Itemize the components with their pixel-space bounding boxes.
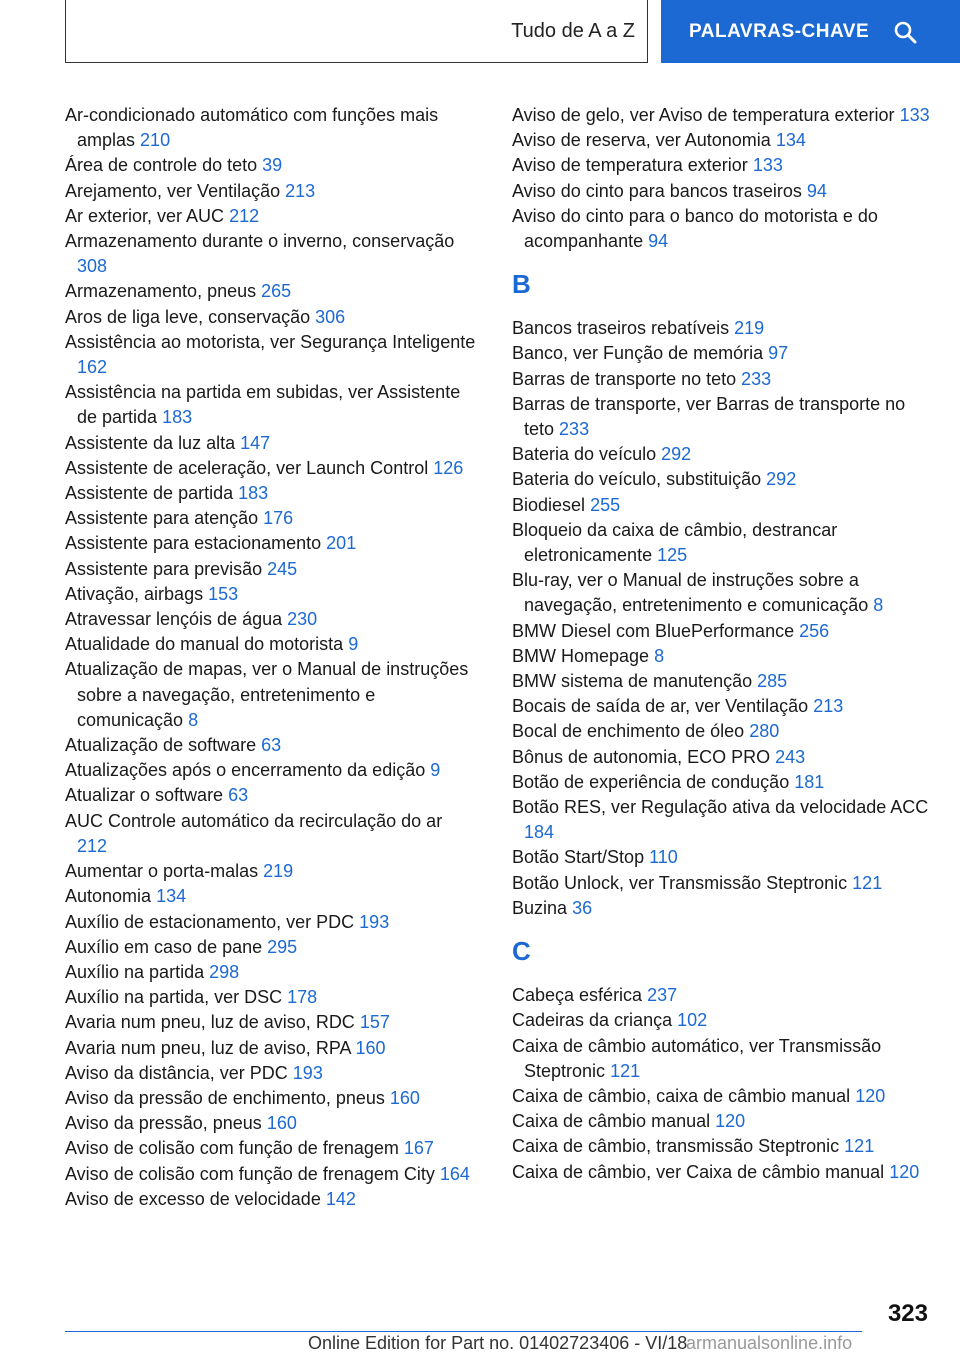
page-link[interactable]: 133 [899, 105, 930, 125]
page-link[interactable]: 110 [649, 847, 678, 868]
index-entry-term: Assistente para previsão [65, 558, 263, 579]
index-entry [65, 1111, 477, 1136]
page-link[interactable]: 183 [238, 483, 269, 504]
page-link[interactable]: 292 [766, 469, 797, 490]
index-entry-term: Botão de experiência de condução [512, 771, 790, 792]
index-entry [65, 809, 477, 859]
page-link[interactable]: 233 [741, 368, 772, 389]
index-entry [65, 153, 477, 178]
index-entry [65, 1162, 477, 1187]
page-link[interactable]: 167 [403, 1138, 434, 1159]
index-entry-term: Ar exterior, ver AUC [65, 205, 225, 226]
index-entry [65, 531, 477, 556]
page-link[interactable]: 94 [806, 180, 827, 201]
index-entry-term: Bateria do veículo [512, 444, 657, 465]
index-entry-term: AUC Controle automático da recirculação do ar [65, 810, 443, 831]
index-entry [65, 783, 477, 808]
index-entry-term: Aviso da pressão, pneus [65, 1113, 262, 1134]
page-link[interactable]: 184 [524, 822, 555, 843]
index-entry-term: Auxílio na partida, ver DSC [65, 987, 283, 1008]
page-link[interactable]: 210 [140, 130, 171, 151]
keywords-tab[interactable] [661, 0, 960, 63]
index-entry-term: Bloqueio da caixa de câmbio, destrancar eletronicamente [512, 519, 838, 566]
section-letter-c: C [512, 936, 531, 967]
index-entry [512, 1109, 932, 1134]
index-entry [65, 859, 477, 884]
index-entry [65, 506, 477, 531]
index-entry [65, 380, 477, 430]
index-entry [512, 367, 932, 392]
index-entry-term: Ar-condicionado automático com funções mais amplas [65, 105, 439, 151]
page-link[interactable]: 39 [262, 155, 283, 176]
index-entry-term: Bocais de saída de ar, ver Ventilação [512, 696, 809, 717]
index-entry-term: Assistente de aceleração, ver Launch Control [65, 457, 429, 478]
index-entry-term: Assistente para atenção [65, 508, 259, 529]
index-entry [512, 103, 932, 128]
page-link[interactable]: 201 [326, 533, 357, 554]
index-entry [512, 1034, 932, 1084]
index-entry-term: BMW Homepage [512, 645, 650, 666]
index-entry [512, 983, 932, 1008]
index-entry [512, 896, 932, 921]
search-icon[interactable] [893, 20, 917, 44]
index-entry-term: Caixa de câmbio, ver Caixa de câmbio manual [512, 1161, 885, 1182]
page-link[interactable]: 147 [240, 432, 271, 453]
index-entry-term: Botão Unlock, ver Transmissão Steptronic [512, 872, 848, 893]
page-link[interactable]: 94 [648, 231, 669, 252]
index-entry [65, 179, 477, 204]
index-entry-term: Bônus de autonomia, ECO PRO [512, 746, 771, 767]
page-link[interactable]: 134 [156, 886, 187, 907]
page-link[interactable]: 176 [263, 508, 294, 529]
page-link[interactable]: 162 [77, 357, 108, 378]
page-link[interactable]: 9 [348, 634, 359, 655]
index-entry [65, 657, 477, 733]
index-tab-label: Tudo de A a Z [511, 19, 635, 42]
index-entry-term: Aviso do cinto para bancos traseiros [512, 180, 802, 201]
page-link[interactable]: 298 [209, 961, 240, 982]
index-entry [65, 1187, 477, 1212]
page-link[interactable]: 63 [261, 735, 282, 756]
page-link[interactable]: 8 [188, 709, 199, 730]
index-entry [65, 632, 477, 657]
page-link[interactable]: 193 [292, 1062, 323, 1083]
index-entry [65, 229, 477, 279]
page-link[interactable]: 160 [266, 1113, 297, 1134]
page-number: 323 [887, 1300, 928, 1327]
page-link[interactable]: 160 [389, 1087, 420, 1108]
index-entry [65, 582, 477, 607]
page-link[interactable]: 120 [889, 1161, 920, 1182]
page-link[interactable]: 133 [752, 155, 783, 176]
index-entry-term: Avaria num pneu, luz de aviso, RDC [65, 1012, 355, 1033]
index-entry [65, 935, 477, 960]
page-link[interactable]: 230 [287, 609, 318, 630]
index-entry-term: Cadeiras da criança [512, 1010, 673, 1031]
page-link[interactable]: 233 [559, 419, 590, 440]
index-entry-term: Auxílio em caso de pane [65, 936, 263, 957]
index-entry-term: Caixa de câmbio, transmissão Steptronic [512, 1136, 840, 1157]
index-entry [512, 568, 932, 618]
index-entry [65, 456, 477, 481]
index-entry-term: Assistência ao motorista, ver Segurança Inteligente [65, 331, 476, 352]
index-entry-term: Armazenamento durante o inverno, conservação [65, 231, 455, 252]
page-link[interactable]: 9 [430, 760, 441, 781]
page-link[interactable]: 126 [433, 457, 464, 478]
page-link[interactable]: 102 [677, 1010, 708, 1031]
index-entry [512, 644, 932, 669]
index-entry [512, 467, 932, 492]
page-link[interactable]: 63 [228, 785, 249, 806]
index-entry-term: Armazenamento, pneus [65, 281, 257, 302]
page-link[interactable]: 121 [844, 1136, 875, 1157]
index-entry [65, 431, 477, 456]
page-link[interactable]: 120 [855, 1085, 886, 1106]
index-entry-term: Botão RES, ver Regulação ativa da velocidade ACC [512, 797, 929, 818]
edition-text: Online Edition for Part no. 01402723406 - VI/18 [308, 1333, 688, 1353]
index-entry-term: Biodiesel [512, 494, 586, 515]
footer-divider [65, 1331, 862, 1332]
page-link[interactable]: 255 [590, 494, 621, 515]
index-entry-term: Auxílio de estacionamento, ver PDC [65, 911, 355, 932]
page-link[interactable]: 142 [325, 1188, 356, 1209]
index-entry-term: Assistência na partida em subidas, ver Assistente de partida [65, 382, 461, 428]
page-link[interactable]: 280 [749, 721, 780, 742]
index-entry [65, 103, 477, 153]
index-entry [65, 1061, 477, 1086]
page-link[interactable]: 219 [734, 318, 765, 339]
index-entry [65, 733, 477, 758]
index-entry-term: Aros de liga leve, conservação [65, 306, 311, 327]
index-entry-term: Cabeça esférica [512, 985, 643, 1006]
index-entry [512, 694, 932, 719]
index-tab-a-z[interactable] [65, 0, 648, 63]
index-entry [65, 1010, 477, 1035]
page-link[interactable]: 256 [799, 620, 830, 641]
index-entry-term: BMW Diesel com BluePerformance [512, 620, 795, 641]
index-entry-term: Área de controle do teto [65, 155, 258, 176]
index-entry-term: Bancos traseiros rebatíveis [512, 318, 730, 339]
index-entry [65, 1136, 477, 1161]
index-entry-term: Bateria do veículo, substituição [512, 469, 762, 490]
index-entry [512, 493, 932, 518]
index-entry-term: Bocal de enchimento de óleo [512, 721, 745, 742]
index-entry [65, 1036, 477, 1061]
page-link[interactable]: 181 [794, 771, 825, 792]
page-link[interactable]: 308 [77, 256, 108, 277]
page-link[interactable]: 157 [359, 1012, 390, 1033]
index-column-left [65, 103, 477, 1212]
index-entry-term: Caixa de câmbio, caixa de câmbio manual [512, 1085, 851, 1106]
page-link[interactable]: 193 [359, 911, 390, 932]
page-link[interactable]: 153 [208, 583, 239, 604]
index-entry [512, 128, 932, 153]
page-link[interactable]: 285 [757, 671, 788, 692]
page-link[interactable]: 306 [315, 306, 346, 327]
index-entry-term: Aviso da pressão de enchimento, pneus [65, 1087, 385, 1108]
index-entry-term: Aviso de excesso de velocidade [65, 1188, 321, 1209]
index-entry [65, 985, 477, 1010]
page-link[interactable]: 245 [267, 558, 298, 579]
page-link[interactable]: 213 [285, 180, 316, 201]
page-link[interactable]: 8 [873, 595, 884, 616]
index-entry-term: Assistente de partida [65, 483, 234, 504]
page-link[interactable]: 125 [657, 545, 688, 566]
index-entry [512, 795, 932, 845]
page-link[interactable]: 121 [610, 1060, 641, 1081]
index-entry-term: Caixa de câmbio manual [512, 1111, 711, 1132]
page-link[interactable]: 237 [647, 985, 678, 1006]
page-link[interactable]: 212 [229, 205, 260, 226]
index-entry-term: Barras de transporte no teto [512, 368, 737, 389]
index-entry-term: Aviso da distância, ver PDC [65, 1062, 288, 1083]
index-entry [512, 316, 932, 341]
index-entry-term: Auxílio na partida [65, 961, 205, 982]
index-entry [512, 719, 932, 744]
index-entry [512, 1084, 932, 1109]
page-link[interactable]: 36 [572, 897, 593, 918]
index-entry-term: Blu-ray, ver o Manual de instruções sobre a navegação, entretenimento e comunicação [512, 570, 869, 616]
page-link[interactable]: 212 [77, 835, 108, 856]
index-entry [65, 305, 477, 330]
index-entry [65, 960, 477, 985]
index-entry [512, 1134, 932, 1159]
page-link[interactable]: 292 [661, 444, 692, 465]
index-entry-term: Aumentar o porta-malas [65, 861, 259, 882]
index-entry-term: Assistente da luz alta [65, 432, 236, 453]
page-link[interactable]: 213 [813, 696, 844, 717]
index-entry [65, 910, 477, 935]
index-entry-term: Atravessar lençóis de água [65, 609, 283, 630]
page-link[interactable]: 219 [263, 861, 294, 882]
index-entry [512, 871, 932, 896]
index-entry [512, 745, 932, 770]
index-entry-term: Aviso de colisão com função de frenagem City [65, 1163, 435, 1184]
index-entry [512, 442, 932, 467]
index-entry [65, 279, 477, 304]
index-entry-term: Aviso de temperatura exterior [512, 155, 748, 176]
index-entry-term: Avaria num pneu, luz de aviso, RPA [65, 1037, 351, 1058]
page-link[interactable]: 120 [715, 1111, 746, 1132]
page-link[interactable]: 178 [287, 987, 318, 1008]
page-link[interactable]: 160 [355, 1037, 386, 1058]
index-entry [65, 758, 477, 783]
index-entry-term: Autonomia [65, 886, 152, 907]
index-entry [65, 330, 477, 380]
page-link[interactable]: 164 [439, 1163, 470, 1184]
keywords-tab-label: PALAVRAS-CHAVE [689, 20, 870, 42]
index-entry [65, 204, 477, 229]
index-entry-term: BMW sistema de manutenção [512, 671, 753, 692]
index-entry-term: Atualização de mapas, ver o Manual de instruções sobre a navegação, entretenimento e comunicação [65, 659, 469, 730]
index-entry [512, 1160, 932, 1185]
index-entry-term: Barras de transporte, ver Barras de transporte no teto [512, 393, 906, 440]
index-entry-term: Aviso de colisão com função de frenagem [65, 1138, 399, 1159]
index-entry [65, 607, 477, 632]
index-entry [512, 153, 932, 178]
section-letter-b: B [512, 269, 531, 300]
index-entry-term: Aviso de gelo, ver Aviso de temperatura exterior [512, 105, 895, 125]
index-entry-term: Aviso do cinto para o banco do motorista e do acompanhante [512, 205, 878, 252]
index-entry-term: Botão Start/Stop [512, 847, 645, 868]
index-entry-term: Arejamento, ver Ventilação [65, 180, 281, 201]
page-link[interactable]: 295 [267, 936, 298, 957]
index-entry-term: Atualizações após o encerramento da edição [65, 760, 426, 781]
page-link[interactable]: 97 [768, 343, 789, 364]
index-entry [512, 1008, 932, 1033]
page-link[interactable]: 134 [775, 130, 806, 151]
index-entry-term: Atualidade do manual do motorista [65, 634, 344, 655]
index-entry [65, 884, 477, 909]
index-entry [65, 481, 477, 506]
index-entry-term: Atualizar o software [65, 785, 224, 806]
page-link[interactable]: 243 [775, 746, 806, 767]
index-entry [65, 557, 477, 582]
index-entry [65, 1086, 477, 1111]
index-entry [512, 619, 932, 644]
index-entry [512, 204, 932, 254]
index-entry [512, 392, 932, 442]
index-entry [512, 845, 932, 870]
watermark-logo: armanualsonline.info [686, 1333, 853, 1353]
index-entry [512, 179, 932, 204]
page-link[interactable]: 265 [261, 281, 292, 302]
index-entry [512, 770, 932, 795]
index-entry [512, 669, 932, 694]
index-entry-term: Buzina [512, 897, 568, 918]
index-column-right [512, 103, 932, 1185]
index-entry-term: Assistente para estacionamento [65, 533, 322, 554]
index-entry [512, 341, 932, 366]
page-link[interactable]: 121 [852, 872, 883, 893]
page-link[interactable]: 8 [654, 645, 665, 666]
index-entry-term: Atualização de software [65, 735, 257, 756]
page-link[interactable]: 183 [162, 407, 193, 428]
index-entry-term: Caixa de câmbio automático, ver Transmissão Steptronic [512, 1035, 882, 1081]
index-entry-term: Banco, ver Função de memória [512, 343, 764, 364]
index-entry [512, 518, 932, 568]
index-entry-term: Ativação, airbags [65, 583, 204, 604]
index-entry-term: Aviso de reserva, ver Autonomia [512, 130, 771, 151]
